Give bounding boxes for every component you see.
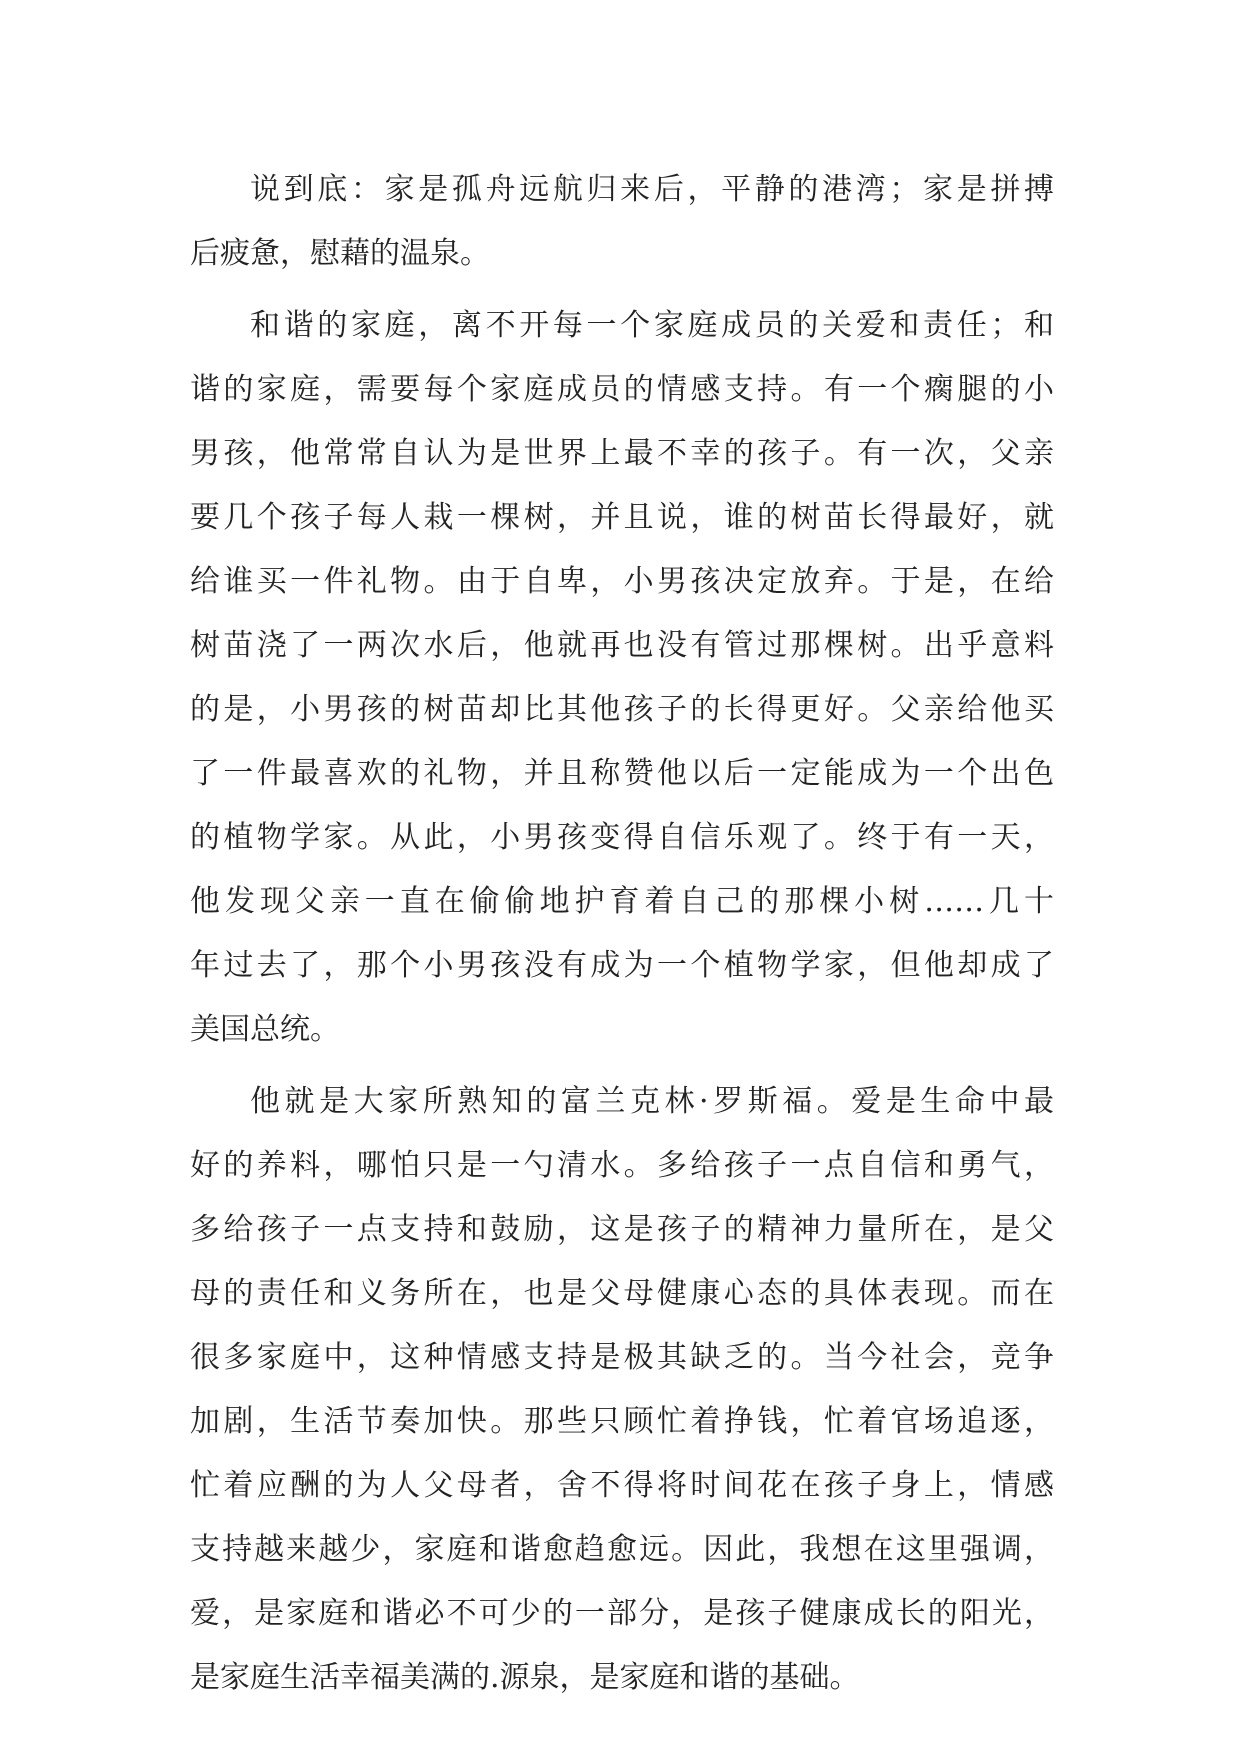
text-line: 后疲惫，慰藉的温泉。: [190, 236, 490, 271]
text-line: 给谁买一件礼物。由于自卑，小男孩决定放弃。于是，在给: [190, 564, 1054, 599]
text-line: 母的责任和义务所在，也是父母健康心态的具体表现。而在: [190, 1276, 1054, 1311]
text-line: 了一件最喜欢的礼物，并且称赞他以后一定能成为一个出色: [190, 756, 1054, 791]
paragraph: [190, 294, 1054, 1062]
text-line: 要几个孩子每人栽一棵树，并且说，谁的树苗长得最好，就: [190, 500, 1054, 535]
text-line: 加剧，生活节奏加快。那些只顾忙着挣钱，忙着官场追逐，: [190, 1404, 1054, 1439]
text-line: 是家庭生活幸福美满的.源泉，是家庭和谐的基础。: [190, 1660, 860, 1695]
text-line: 很多家庭中，这种情感支持是极其缺乏的。当今社会，竞争: [190, 1340, 1054, 1375]
text-line: 好的养料，哪怕只是一勺清水。多给孩子一点自信和勇气，: [190, 1148, 1054, 1183]
text-line: 的植物学家。从此，小男孩变得自信乐观了。终于有一天，: [190, 820, 1054, 855]
text-line: 谐的家庭，需要每个家庭成员的情感支持。有一个瘸腿的小: [190, 372, 1054, 407]
text-line: 美国总统。: [190, 1012, 340, 1047]
document-body: [190, 158, 1054, 1710]
text-line: 说到底：家是孤舟远航归来后，平静的港湾；家是拼搏: [250, 172, 1054, 207]
text-line: 忙着应酬的为人父母者，舍不得将时间花在孩子身上，情感: [190, 1468, 1054, 1503]
text-line: 他发现父亲一直在偷偷地护育着自己的那棵小树……几十: [190, 884, 1054, 919]
text-line: 他就是大家所熟知的富兰克林·罗斯福。爱是生命中最: [250, 1084, 1054, 1119]
text-line: 和谐的家庭，离不开每一个家庭成员的关爱和责任；和: [250, 308, 1054, 343]
text-line: 年过去了，那个小男孩没有成为一个植物学家，但他却成了: [190, 948, 1054, 983]
text-line: 爱，是家庭和谐必不可少的一部分，是孩子健康成长的阳光，: [190, 1596, 1054, 1631]
paragraph: [190, 1070, 1054, 1710]
paragraph: [190, 158, 1054, 286]
text-line: 多给孩子一点支持和鼓励，这是孩子的精神力量所在，是父: [190, 1212, 1054, 1247]
text-line: 树苗浇了一两次水后，他就再也没有管过那棵树。出乎意料: [190, 628, 1054, 663]
text-line: 支持越来越少，家庭和谐愈趋愈远。因此，我想在这里强调，: [190, 1532, 1054, 1567]
text-line: 男孩，他常常自认为是世界上最不幸的孩子。有一次，父亲: [190, 436, 1054, 471]
text-line: 的是，小男孩的树苗却比其他孩子的长得更好。父亲给他买: [190, 692, 1054, 727]
